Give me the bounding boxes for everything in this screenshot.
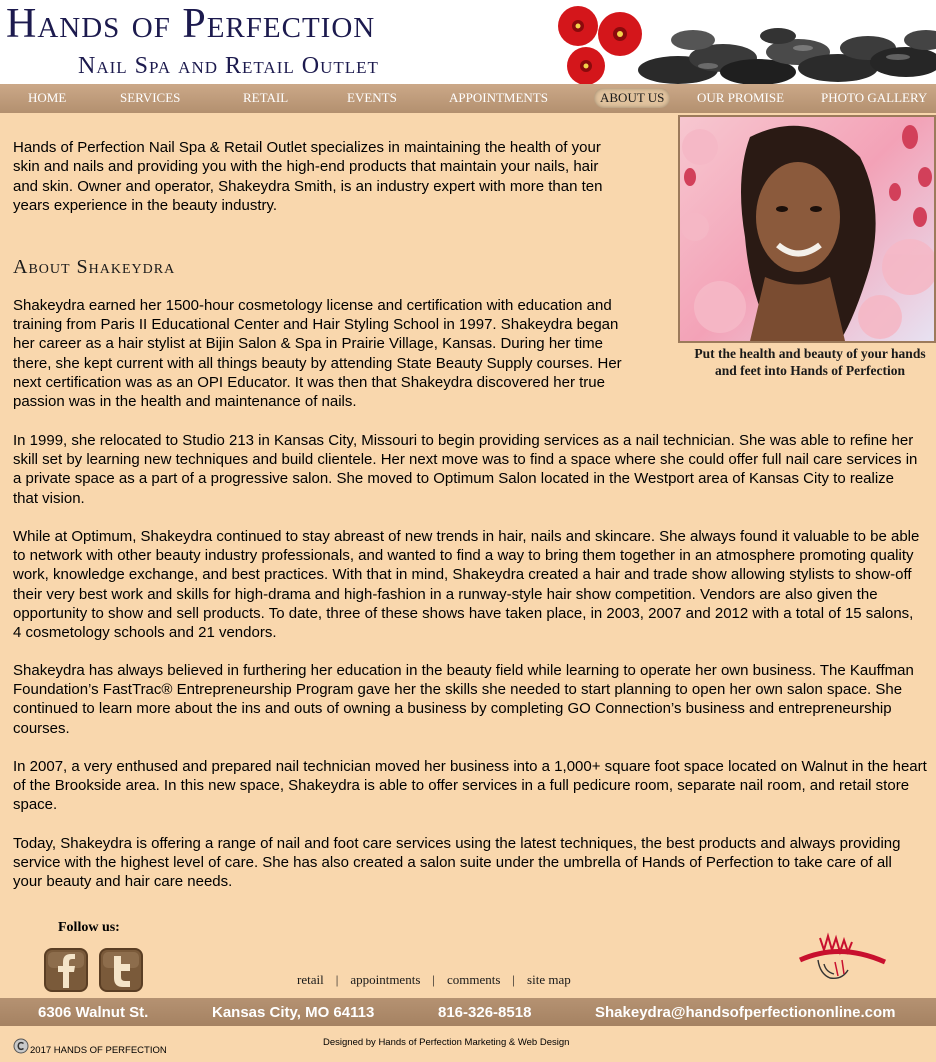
contact-city: Kansas City, MO 64113 <box>212 1004 375 1021</box>
flowers-and-stones-banner <box>548 0 936 84</box>
design-credit: Designed by Hands of Perfection Marketing & Web Design <box>323 1037 570 1048</box>
footer-link-comments[interactable]: comments <box>446 972 501 987</box>
bio-paragraph: In 1999, she relocated to Studio 213 in Kansas City, Missouri to begin providing services as a nail technician. She was able to refine her skill set by learning new techniques and build clientele. Her next move was to find a space where she could offer full nail care services in a private space as a part of a progressive salon. She moved to Optimum Salon located in the Westport area of Kansas City to realize that vision. <box>13 432 918 507</box>
nav-photo-gallery[interactable]: PHOTO GALLERY <box>821 90 928 105</box>
hands-of-perfection-logo <box>790 930 890 996</box>
contact-email[interactable]: Shakeydra@handsofperfectiononline.com <box>595 1004 896 1021</box>
nav-services[interactable]: SERVICES <box>120 90 181 105</box>
owner-photo <box>678 115 936 343</box>
site-title[interactable]: Hands of Perfection <box>6 1 376 47</box>
bio-paragraph: Shakeydra has always believed in furthering her education in the beauty field while learning to operate her own business. The Kauffman Foundation’s FastTrac® Entrepreneurship Program gave her the skills she needed to start planning to open her own salon space. She continued to learn more about the ins and outs of owning a business by completing GO Connection’s business and entrepreneurship courses. <box>13 662 914 737</box>
twitter-icon[interactable] <box>99 948 143 992</box>
footer-separator: | <box>512 972 516 987</box>
bio-paragraph: Today, Shakeydra is offering a range of nail and foot care services using the latest techniques, the best products and always providing service with the highest level of care. She has also created a salon suite under the umbrella of Hands of Perfection to take care of all your beauty and hair care needs. <box>13 835 901 891</box>
photo-caption: Put the health and beauty of your hands and feet into Hands of Perfection <box>694 346 926 378</box>
bio-paragraph: While at Optimum, Shakeydra continued to stay abreast of new trends in hair, nails and skincare. She always found it valuable to be able to network with other beauty industry professionals, and wanted to find a way to bring them together in an atmosphere promoting quality work, knowledge exchange, and best practices. With that in mind, Shakeydra created a hair and trade show allowing stylists to show-off their very best work and skills for high-drama and high-fashion in a runway-style hair show competition. Vendors are also given the opportunity to show and sell products. To date, three of these shows have taken place, in 2003, 2007 and 2012 with a total of 15 salons, 4 cosmetology schools and 21 vendors. <box>13 528 920 642</box>
contact-phone[interactable]: 816-326-8518 <box>438 1004 532 1021</box>
bio-paragraph: In 2007, a very enthused and prepared nail technician moved her business into a 1,000+ square foot space located on Walnut in the heart of the Brookside area. In this new space, Shakeydra is able to offer services in a full pedicure room, separate nail room, and retail store space. <box>13 758 927 814</box>
footer-link-appointments[interactable]: appointments <box>350 972 421 987</box>
main-nav <box>0 84 936 113</box>
nav-appointments[interactable]: APPOINTMENTS <box>449 90 548 105</box>
footer-separator: | <box>432 972 435 987</box>
nav-our-promise[interactable]: OUR PROMISE <box>697 90 785 105</box>
nav-events[interactable]: EVENTS <box>347 90 397 105</box>
bio-paragraph: Shakeydra earned her 1500-hour cosmetology license and certification with education and training from Paris II Educational Center and Hair Styling School in 1997. Shakeydra began her career as a hair stylist at Bijin Salon & Spa in Prairie Village, Kansas. During her time there, she kept current with all things beauty by attending State Beauty Supply courses. Her next certification was as an OPI Educator. It was then that Shakeydra discovered her true passion was in the health and maintenance of nails. <box>13 297 622 411</box>
nav-retail[interactable]: RETAIL <box>243 90 289 105</box>
contact-bar <box>0 998 936 1026</box>
nav-about-us[interactable]: ABOUT US <box>594 88 670 108</box>
nav-home[interactable]: HOME <box>28 90 67 105</box>
follow-label: Follow us: <box>58 920 120 935</box>
contact-address: 6306 Walnut St. <box>38 1004 149 1021</box>
copyright-icon <box>13 1038 29 1054</box>
footer-links <box>297 972 571 988</box>
intro-text: Hands of Perfection Nail Spa & Retail Outlet specializes in maintaining the health of your skin and nails and providing you with the high-end products that maintain your nails, hair and skin. Owner and operator, Shakeydra Smith, is an industry expert with more than ten years experience in the beauty industry. <box>13 139 603 215</box>
about-heading: About Shakeydra <box>13 256 176 278</box>
footer-link-site-map[interactable]: site map <box>527 972 571 987</box>
footer-separator: | <box>335 972 339 987</box>
header <box>0 0 936 84</box>
footer-link-retail[interactable]: retail <box>297 972 324 987</box>
facebook-icon[interactable] <box>44 948 88 992</box>
copyright-text: 2017 HANDS OF PERFECTION <box>30 1045 167 1056</box>
site-subtitle: Nail Spa and Retail Outlet <box>78 53 379 79</box>
bottom-bar <box>0 1030 936 1062</box>
